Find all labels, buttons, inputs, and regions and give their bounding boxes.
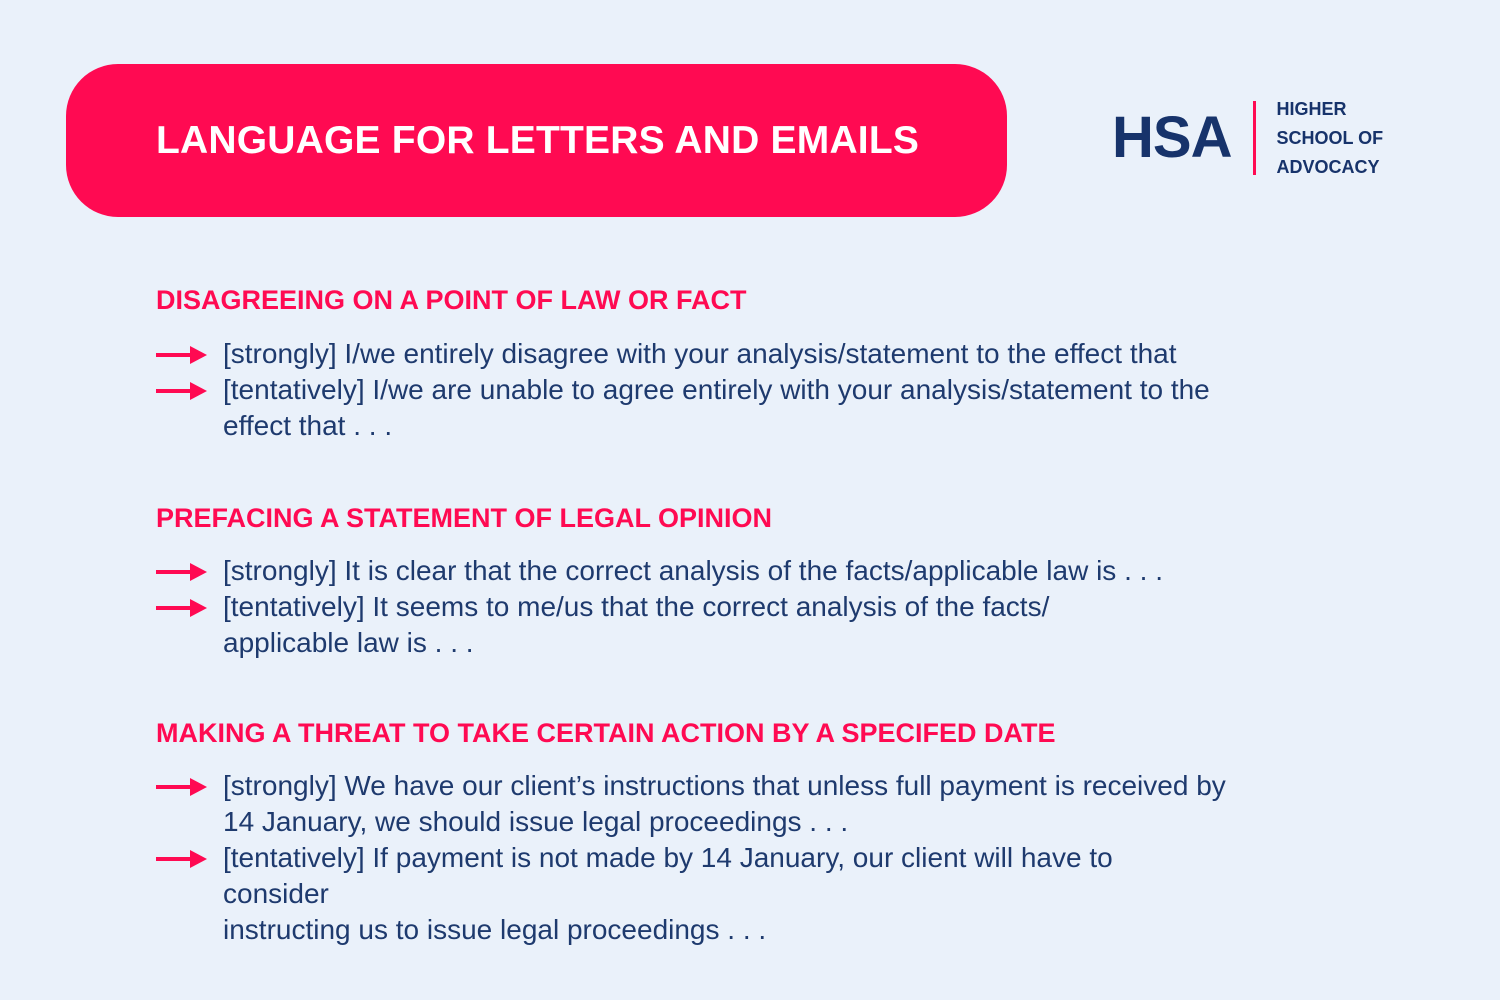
- phrase-text: consider: [223, 878, 329, 909]
- section-heading: DISAGREEING ON A POINT OF LAW OR FACT: [156, 285, 747, 315]
- phrase-text: instructing us to issue legal proceedings . . .: [223, 914, 767, 945]
- section-heading: PREFACING A STATEMENT OF LEGAL OPINION: [156, 503, 773, 533]
- arrow-right-icon: [156, 598, 208, 618]
- arrow-right-icon: [156, 562, 208, 582]
- title-banner: [66, 64, 1007, 217]
- phrase-list: [156, 336, 1436, 444]
- phrase-text: [tentatively] If payment is not made by 14 January, our client will have to: [223, 842, 1113, 873]
- logo-words: [1276, 95, 1383, 182]
- phrase-list: [156, 768, 1436, 948]
- phrase-text: [tentatively] It seems to me/us that the correct analysis of the facts/: [223, 591, 1050, 622]
- phrase-text: applicable law is . . .: [223, 627, 474, 658]
- arrow-right-icon: [156, 345, 208, 365]
- arrow-right-icon: [156, 381, 208, 401]
- phrase-text: [strongly] It is clear that the correct analysis of the facts/applicable law is . . .: [223, 555, 1163, 586]
- section-legal-opinion: [156, 502, 1436, 661]
- phrase-item: [156, 589, 1436, 661]
- phrase-text: [tentatively] I/we are unable to agree entirely with your analysis/statement to the: [223, 374, 1210, 405]
- arrow-right-icon: [156, 849, 208, 869]
- logo-word: SCHOOL OF: [1276, 127, 1384, 148]
- phrase-item: [156, 372, 1436, 444]
- phrase-text: effect that . . .: [223, 410, 393, 441]
- arrow-right-icon: [156, 777, 208, 797]
- logo-word: HIGHER: [1276, 98, 1347, 119]
- phrase-item: [156, 336, 1436, 372]
- phrase-item: [156, 553, 1436, 589]
- phrase-text: [strongly] I/we entirely disagree with your analysis/statement to the effect that: [223, 338, 1177, 369]
- phrase-item: [156, 840, 1436, 948]
- section-heading: MAKING A THREAT TO TAKE CERTAIN ACTION BY A SPECIFED DATE: [156, 718, 1056, 748]
- phrase-text: [strongly] We have our client’s instructions that unless full payment is received by: [223, 770, 1226, 801]
- logo-word: ADVOCACY: [1276, 156, 1380, 177]
- phrase-text: 14 January, we should issue legal proceedings . . .: [223, 806, 849, 837]
- section-disagreeing: [156, 284, 1436, 444]
- phrase-list: [156, 553, 1436, 661]
- section-threat: [156, 717, 1436, 948]
- logo: [1112, 98, 1383, 178]
- logo-divider: [1253, 101, 1256, 175]
- phrase-item: [156, 768, 1436, 840]
- logo-mark: HSA: [1112, 105, 1232, 170]
- page-title: LANGUAGE FOR LETTERS AND EMAILS: [156, 118, 920, 162]
